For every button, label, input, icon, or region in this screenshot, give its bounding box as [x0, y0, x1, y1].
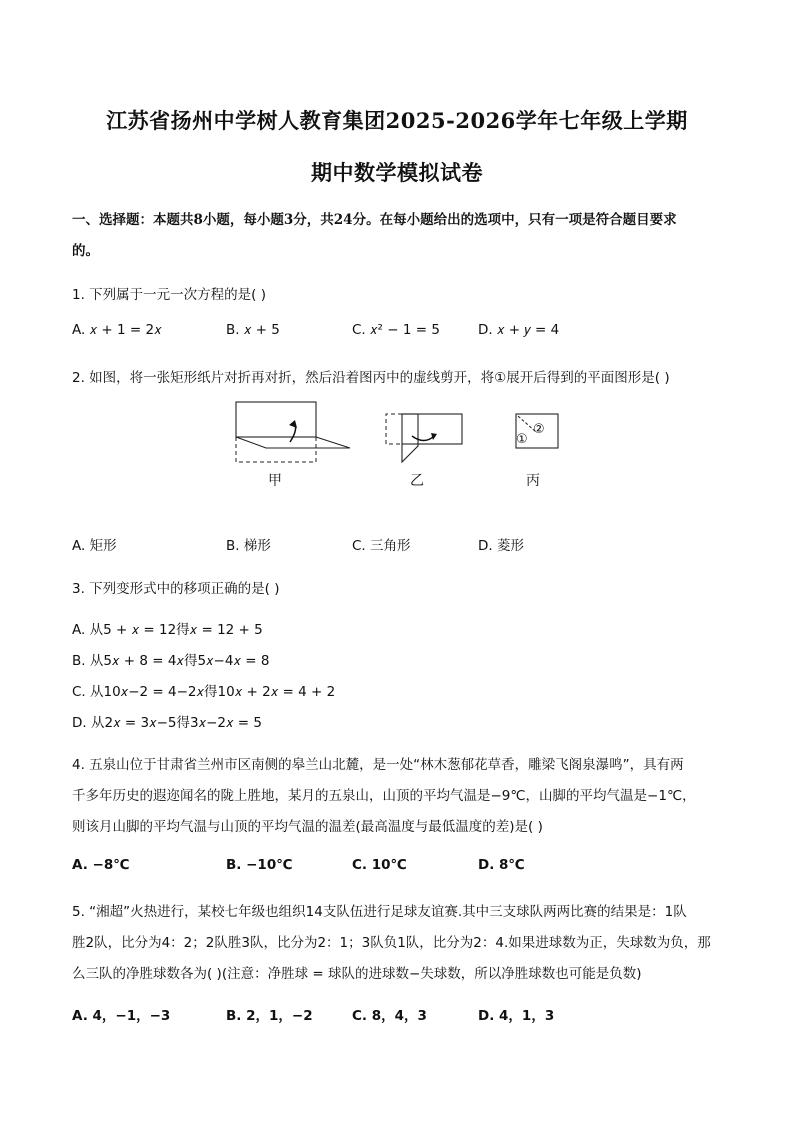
section-heading-line-1: 一、选择题：本题共8小题，每小题3分，共24分。在每小题给出的选项中，只有一项是符合题目要求	[72, 212, 677, 228]
question-2-stem: 2. 如图，将一张矩形纸片对折再对折，然后沿着图丙中的虚线剪开，将①展开后得到的平面图形是( )	[72, 370, 670, 386]
question-1-stem: 1. 下列属于一元一次方程的是( )	[72, 287, 266, 303]
question-2-option-a: A. 矩形	[72, 538, 117, 554]
question-3-option-c: C. 从10𝑥−2 = 4−2𝑥得10𝑥 + 2𝑥 = 4 + 2	[72, 684, 336, 700]
question-5-option-b: B. 2，1，−2	[226, 1008, 313, 1024]
figure-label-yi: 乙	[410, 473, 424, 489]
question-4-option-d: D. 8℃	[478, 857, 525, 873]
question-4-option-a: A. −8℃	[72, 857, 130, 873]
question-5-option-a: A. 4，−1，−3	[72, 1008, 171, 1024]
page-title-line-1: 江苏省扬州中学树人教育集团2025-2026学年七年级上学期	[106, 108, 688, 133]
figure-label-jia: 甲	[268, 473, 282, 489]
question-2-option-d: D. 菱形	[478, 538, 524, 554]
question-5-option-d: D. 4，1，3	[478, 1008, 555, 1024]
question-5-line-3: 么三队的净胜球数各为( )(注意：净胜球 = 球队的进球数−失球数，所以净胜球数也可能是负数)	[72, 966, 642, 982]
figure-jia	[232, 398, 354, 468]
figure-label-bing: 丙	[526, 473, 540, 489]
figure-bing-mark-1: ①	[516, 432, 528, 447]
page-title-line-2: 期中数学模拟试卷	[311, 160, 483, 185]
question-4-line-1: 4. 五泉山位于甘肃省兰州市区南侧的皋兰山北麓，是一处“林木葱郁花草香，雕梁飞阁泉瀑鸣”，具有两	[72, 757, 684, 773]
question-1-option-b: B. 𝑥 + 5	[226, 322, 280, 338]
question-1-option-d: D. 𝑥 + 𝑦 = 4	[478, 322, 560, 338]
question-4-option-b: B. −10℃	[226, 857, 293, 873]
section-heading-line-2: 的。	[72, 243, 99, 259]
question-1-option-c: C. 𝑥² − 1 = 5	[352, 322, 440, 338]
figure-bing-mark-2: ②	[533, 422, 545, 437]
question-3-option-d: D. 从2𝑥 = 3𝑥−5得3𝑥−2𝑥 = 5	[72, 715, 263, 731]
question-3-option-a: A. 从5 + 𝑥 = 12得𝑥 = 12 + 5	[72, 622, 263, 638]
question-2-option-b: B. 梯形	[226, 538, 271, 554]
question-3-stem: 3. 下列变形式中的移项正确的是( )	[72, 581, 280, 597]
question-5-line-1: 5. “湘超”火热进行，某校七年级也组织14支队伍进行足球友谊赛.其中三支球队两两比赛的结果是：1队	[72, 904, 687, 920]
question-4-line-3: 则该月山脚的平均气温与山顶的平均气温的温差(最高温度与最低温度的差)是( )	[72, 819, 543, 835]
question-1-option-a: A. 𝑥 + 1 = 2𝑥	[72, 322, 162, 338]
question-2-option-c: C. 三角形	[352, 538, 411, 554]
question-5-option-c: C. 8，4，3	[352, 1008, 427, 1024]
question-4-option-c: C. 10℃	[352, 857, 407, 873]
question-5-line-2: 胜2队，比分为4：2；2队胜3队，比分为2：1；3队负1队，比分为2：4.如果进球数为正，失球数为负，那	[72, 935, 711, 951]
question-4-line-2: 千多年历史的遐迩闻名的陇上胜地，某月的五泉山，山顶的平均气温是−9℃，山脚的平均气温是−1℃，	[72, 788, 696, 804]
figure-yi	[382, 410, 466, 466]
question-3-option-b: B. 从5𝑥 + 8 = 4𝑥得5𝑥−4𝑥 = 8	[72, 653, 270, 669]
